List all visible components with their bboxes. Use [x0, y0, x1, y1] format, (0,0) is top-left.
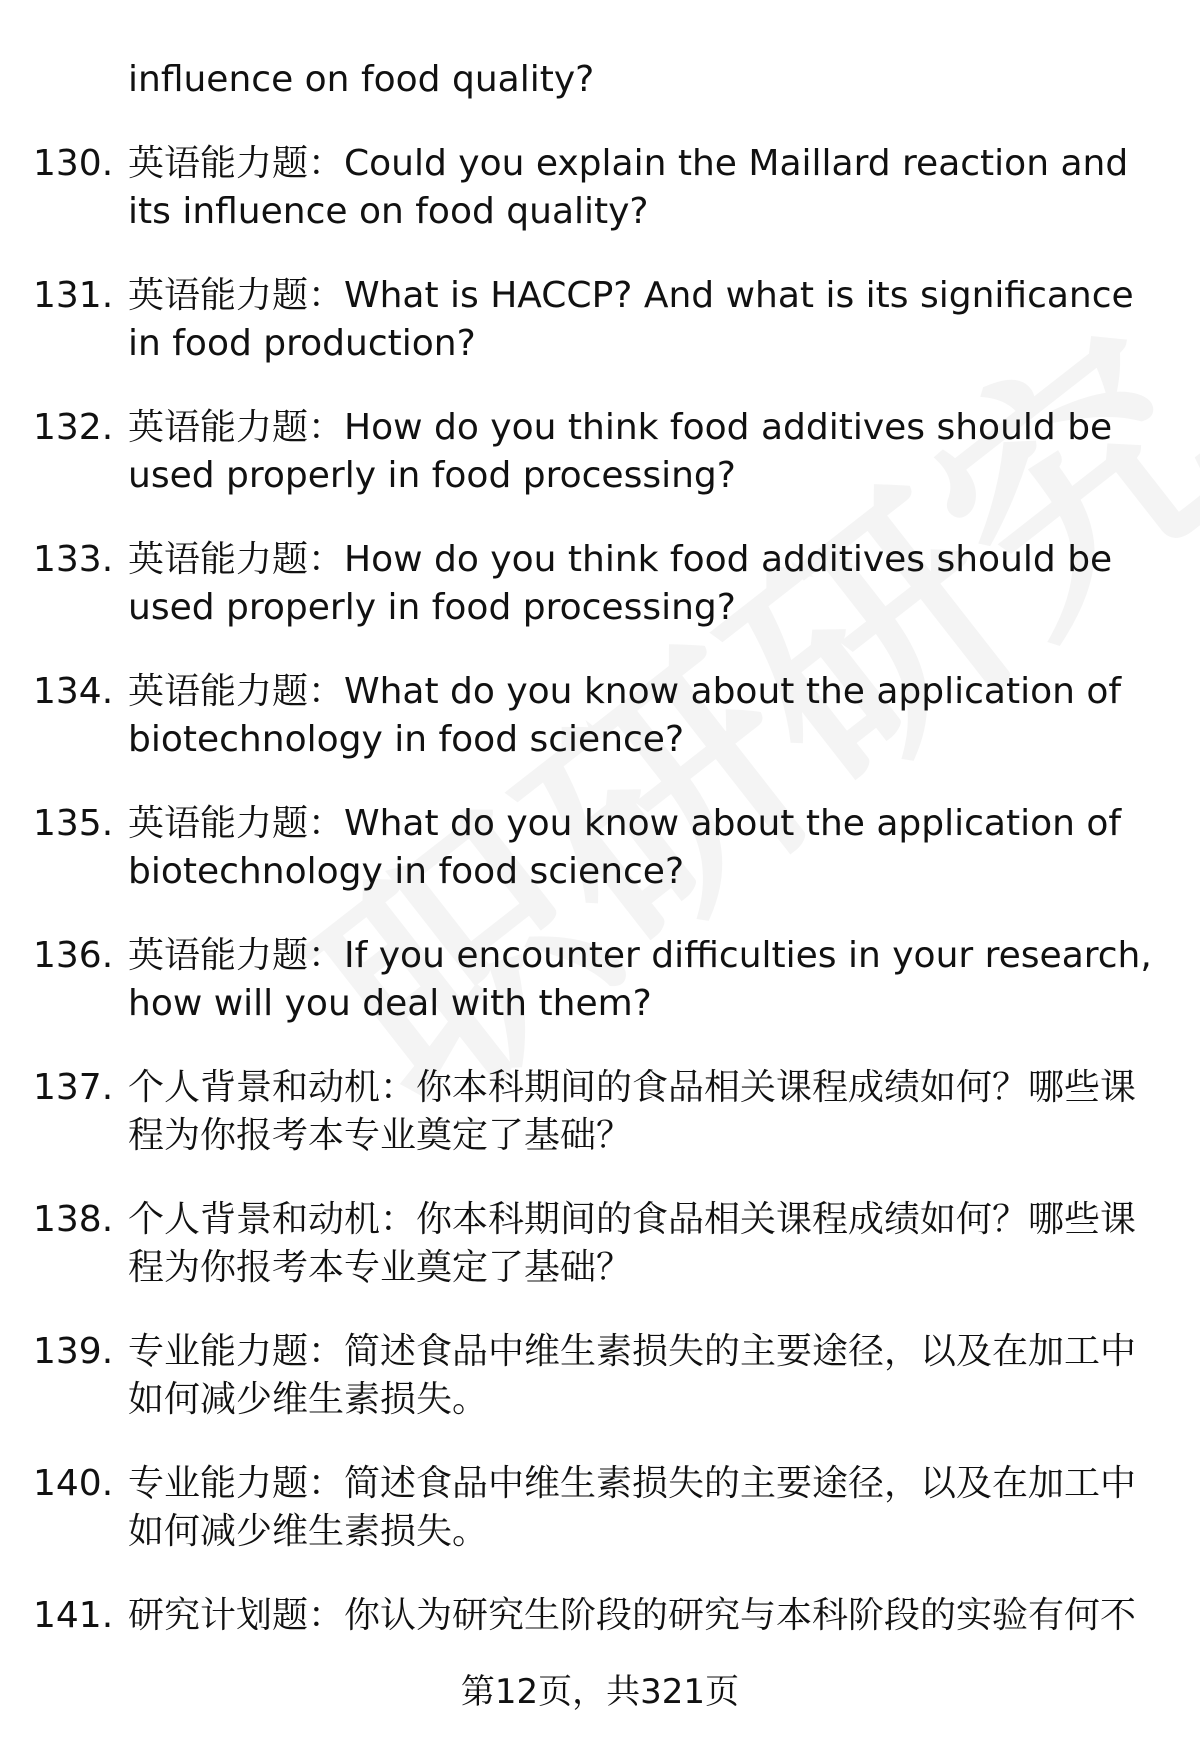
list-item	[0, 1064, 1200, 1160]
question-text: 专业能力题：简述食品中维生素损失的主要途径，以及在加工中如何减少维生素损失。	[128, 1463, 1137, 1552]
list-item	[0, 800, 1200, 896]
question-number: 141.	[33, 1595, 114, 1636]
list-item	[0, 536, 1200, 632]
list-item	[0, 668, 1200, 764]
question-text: 个人背景和动机：你本科期间的食品相关课程成绩如何？哪些课程为你报考本专业奠定了基础？	[128, 1199, 1137, 1288]
question-list	[0, 140, 1200, 1676]
question-text: 英语能力题：What do you know about the application of biotechnology in food science?	[128, 803, 1122, 892]
list-item	[0, 272, 1200, 368]
question-number: 133.	[33, 539, 114, 580]
question-number: 134.	[33, 671, 114, 712]
list-item	[0, 932, 1200, 1028]
question-text: 研究计划题：你认为研究生阶段的研究与本科阶段的实验有何不	[128, 1595, 1137, 1636]
question-text: 英语能力题：How do you think food additives should be used properly in food processing?	[128, 407, 1113, 496]
question-number: 137.	[33, 1067, 114, 1108]
question-text: 英语能力题：Could you explain the Maillard reaction and its influence on food quality?	[128, 143, 1129, 232]
question-number: 139.	[33, 1331, 114, 1372]
continued-text: influence on food quality?	[128, 59, 595, 100]
question-text: 专业能力题：简述食品中维生素损失的主要途径，以及在加工中如何减少维生素损失。	[128, 1331, 1137, 1420]
list-item	[0, 1196, 1200, 1292]
question-number: 130.	[33, 143, 114, 184]
list-item	[0, 140, 1200, 236]
page-footer: 第12页，共321页	[460, 1672, 740, 1712]
question-text: 英语能力题：How do you think food additives should be used properly in food processing?	[128, 539, 1113, 628]
list-item	[0, 1592, 1200, 1640]
question-number: 136.	[33, 935, 114, 976]
question-text: 英语能力题：What is HACCP? And what is its significance in food production?	[128, 275, 1134, 364]
list-item	[0, 1328, 1200, 1424]
question-number: 140.	[33, 1463, 114, 1504]
question-number: 135.	[33, 803, 114, 844]
question-text: 个人背景和动机：你本科期间的食品相关课程成绩如何？哪些课程为你报考本专业奠定了基础？	[128, 1067, 1137, 1156]
question-number: 131.	[33, 275, 114, 316]
list-item	[0, 404, 1200, 500]
question-text: 英语能力题：What do you know about the application of biotechnology in food science?	[128, 671, 1122, 760]
question-text: 英语能力题：If you encounter difficulties in your research, how will you deal with them?	[128, 935, 1152, 1024]
question-number: 138.	[33, 1199, 114, 1240]
list-item	[0, 1460, 1200, 1556]
question-number: 132.	[33, 407, 114, 448]
